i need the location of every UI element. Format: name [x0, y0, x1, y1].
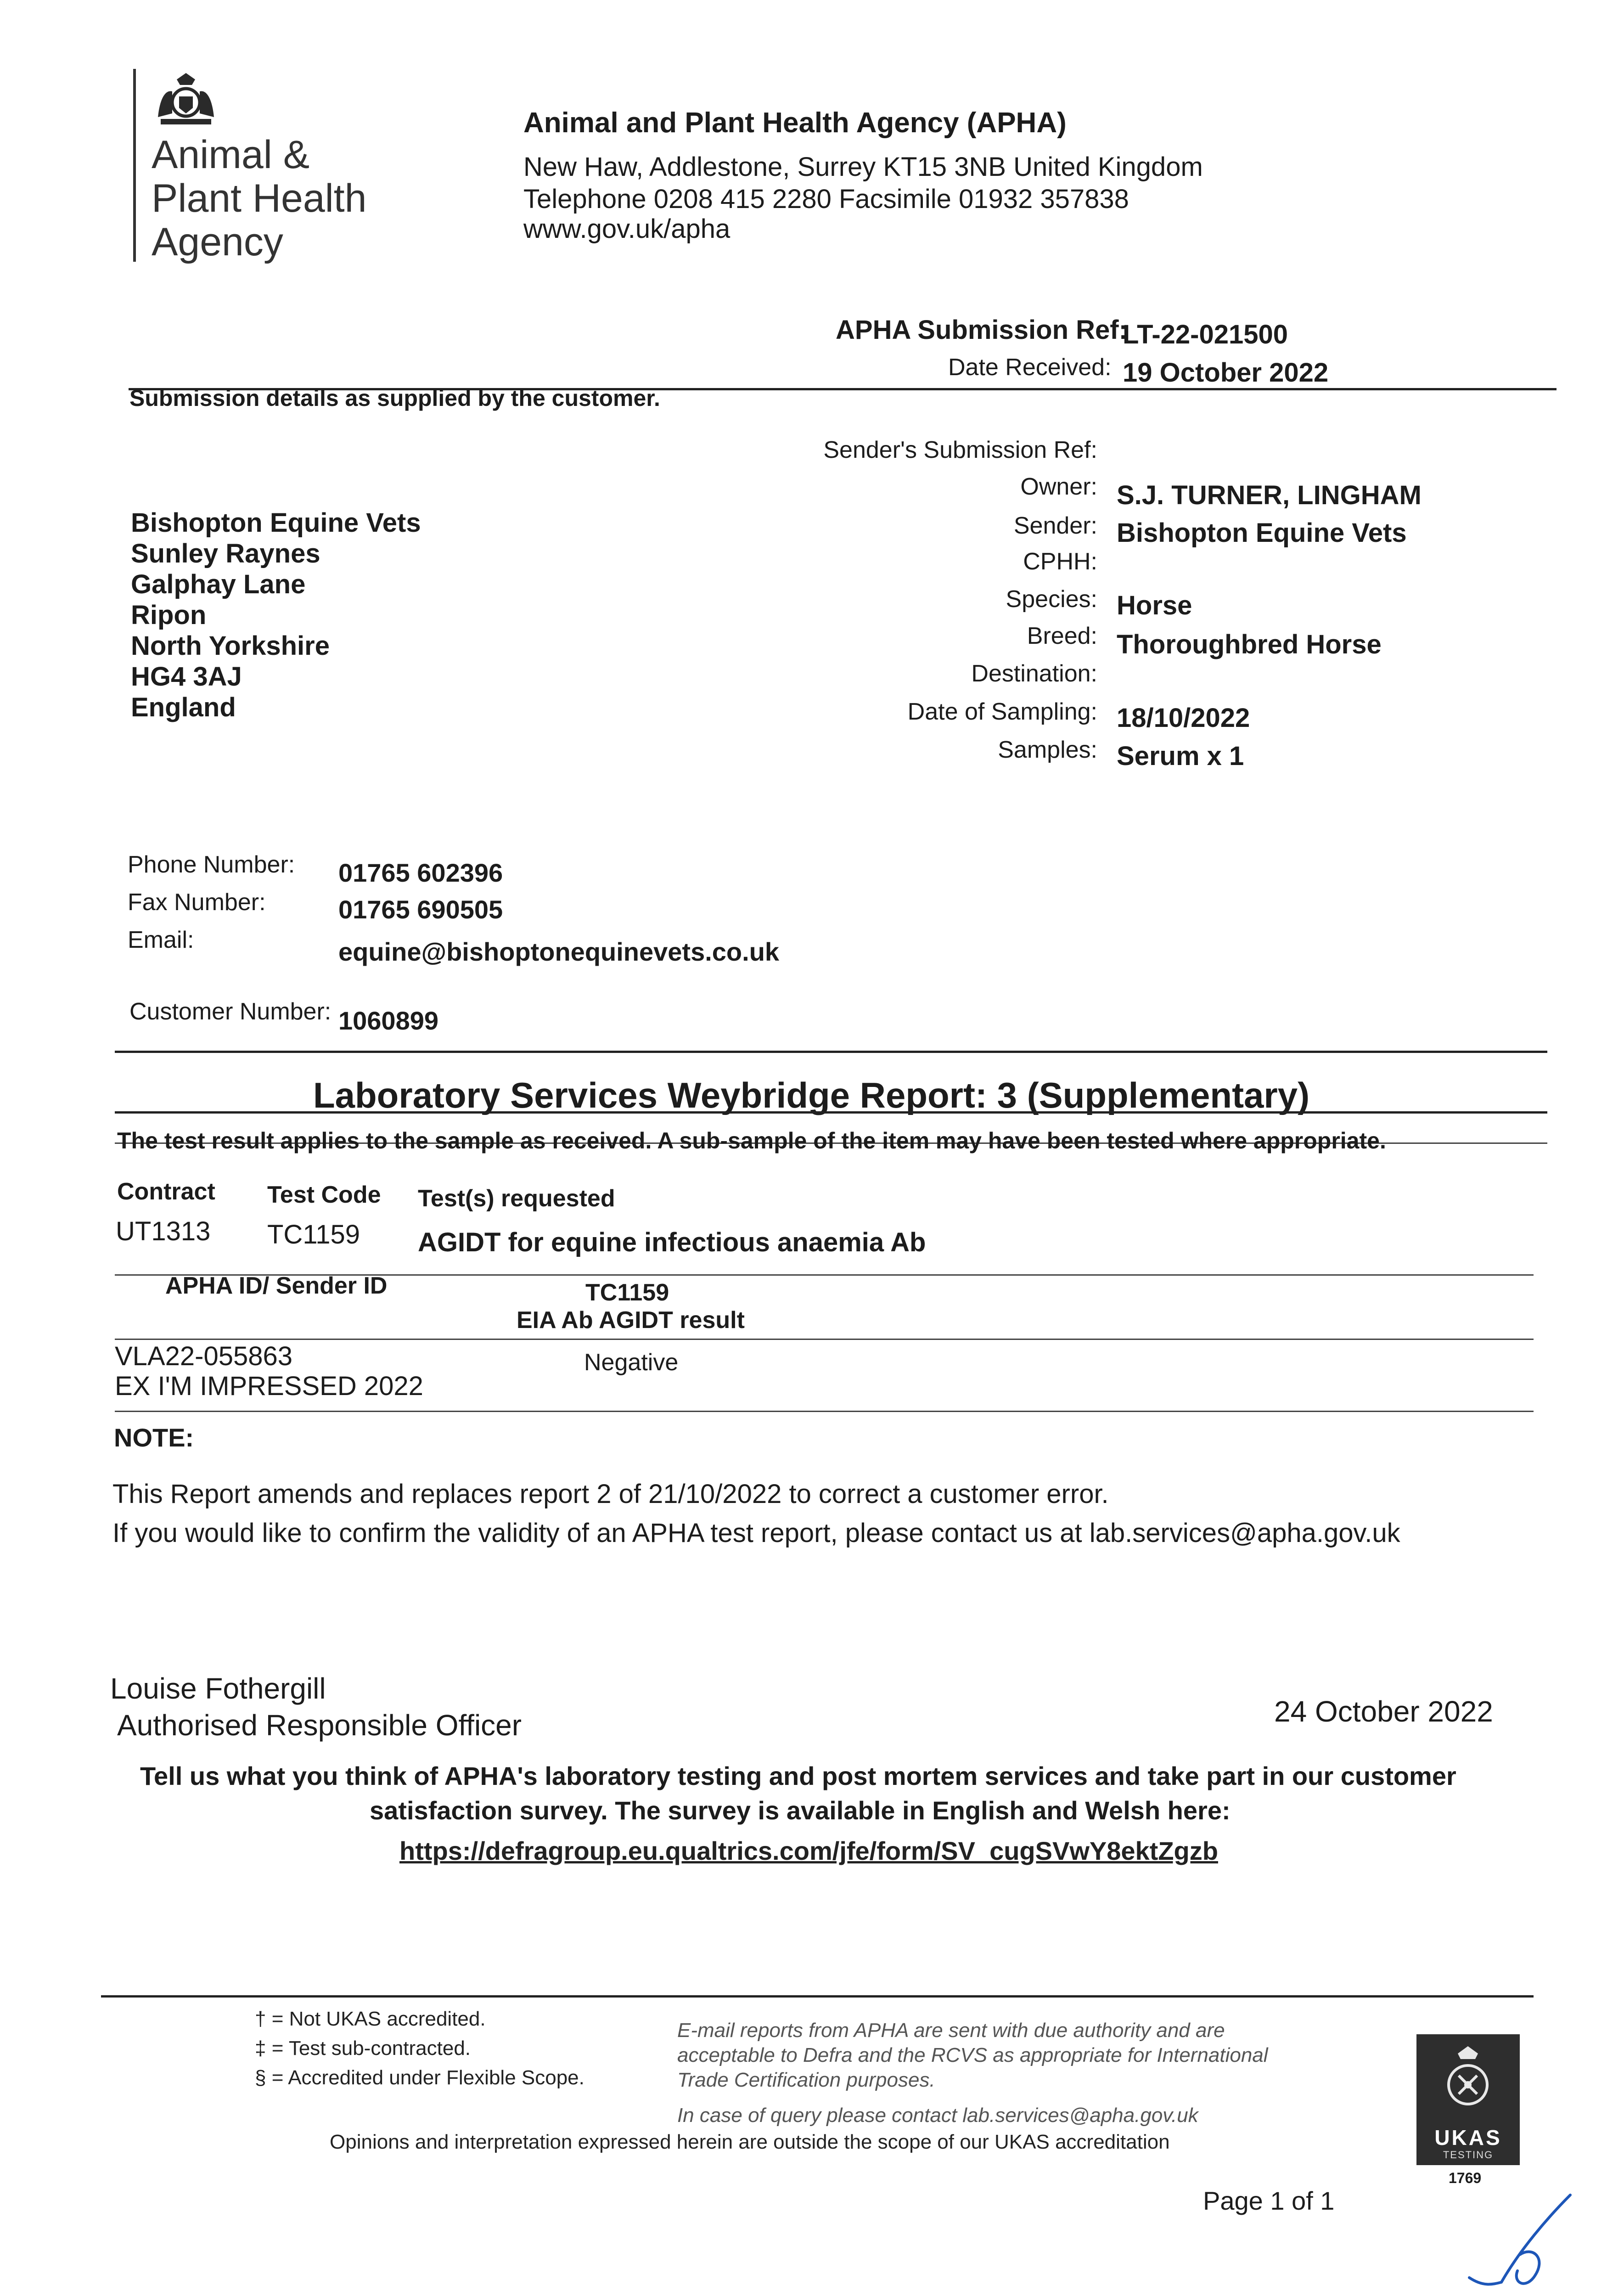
date-received-label: Date Received: — [948, 354, 1112, 381]
detail-label: Species: — [1006, 586, 1097, 613]
detail-label: Owner: — [1020, 473, 1097, 500]
survey-line: Tell us what you think of APHA's laboratory testing and post mortem services and take part in our customer — [140, 1761, 1456, 1790]
detail-value: Thoroughbred Horse — [1117, 630, 1382, 659]
signatory-role: Authorised Responsible Officer — [117, 1709, 522, 1742]
handwritten-mark-icon — [1460, 2190, 1579, 2296]
logo-bar — [133, 69, 136, 262]
detail-value: Serum x 1 — [1117, 741, 1244, 771]
signatory-name: Louise Fothergill — [110, 1672, 326, 1705]
legend-line: ‡ = Test sub-contracted. — [255, 2037, 471, 2060]
fax-value: 01765 690505 — [338, 895, 503, 924]
legend-line: § = Accredited under Flexible Scope. — [255, 2066, 584, 2089]
detail-label: Destination: — [971, 660, 1097, 687]
ukas-number: 1769 — [1449, 2170, 1482, 2186]
detail-label: Date of Sampling: — [907, 698, 1097, 725]
col-test-code: Test Code — [267, 1182, 381, 1208]
address-line: England — [131, 692, 236, 722]
address-line: North Yorkshire — [131, 631, 330, 661]
address-line: Galphay Lane — [131, 569, 306, 599]
col-contract: Contract — [117, 1178, 215, 1205]
org-name: Animal and Plant Health Agency (APHA) — [523, 107, 1067, 139]
org-phone-fax: Telephone 0208 415 2280 Facsimile 01932 357838 — [523, 184, 1129, 214]
result-header-name: EIA Ab AGIDT result — [517, 1307, 745, 1334]
result-value: Negative — [584, 1349, 679, 1376]
test-requested-value: AGIDT for equine infectious anaemia Ab — [418, 1227, 926, 1257]
divider — [115, 1051, 1547, 1053]
survey-link[interactable]: https://defragroup.eu.qualtrics.com/jfe/form/SV_cugSVwY8ektZgzb — [399, 1836, 1218, 1865]
ukas-crown-icon — [1439, 2043, 1497, 2112]
submission-ref-label: APHA Submission Ref: — [836, 315, 1128, 345]
customer-address — [131, 507, 421, 723]
logo-line: Animal & — [152, 133, 310, 177]
detail-label: Breed: — [1027, 623, 1097, 649]
col-tests-requested: Test(s) requested — [418, 1185, 615, 1212]
result-header-code: TC1159 — [585, 1279, 669, 1306]
customer-number-label: Customer Number: — [129, 998, 332, 1025]
note-line: This Report amends and replaces report 2 of 21/10/2022 to correct a customer error. — [112, 1479, 1109, 1509]
footer-opinions: Opinions and interpretation expressed herein are outside the scope of our UKAS accreditation — [330, 2131, 1170, 2153]
detail-label: Samples: — [998, 737, 1097, 763]
disclaimer-line: Trade Certification purposes. — [677, 2069, 935, 2091]
submission-ref-value: LT-22-021500 — [1123, 320, 1288, 349]
submission-note: Submission details as supplied by the customer. — [129, 385, 660, 411]
disclaimer-line: acceptable to Defra and the RCVS as appropriate for International — [677, 2044, 1268, 2066]
detail-label: Sender: — [1013, 512, 1097, 539]
detail-value: Bishopton Equine Vets — [1117, 518, 1407, 548]
divider — [115, 1411, 1534, 1412]
note-label: NOTE: — [114, 1423, 194, 1452]
detail-value: S.J. TURNER, LINGHAM — [1117, 480, 1422, 510]
detail-value: 18/10/2022 — [1117, 703, 1250, 733]
ukas-label: UKAS — [1434, 2126, 1502, 2150]
logo-line: Agency — [152, 220, 283, 264]
divider — [115, 1111, 1547, 1114]
report-applies-note: The test result applies to the sample as received. A sub-sample of the item may have been tested where appropriate. — [117, 1128, 1386, 1154]
logo-text — [152, 133, 367, 264]
divider — [115, 1339, 1534, 1340]
detail-value: Horse — [1117, 591, 1192, 620]
survey-line: satisfaction survey. The survey is available in English and Welsh here: — [370, 1796, 1231, 1825]
email-label: Email: — [128, 927, 194, 953]
apha-logo — [133, 69, 390, 271]
fax-label: Fax Number: — [128, 889, 266, 916]
phone-value: 01765 602396 — [338, 858, 503, 887]
phone-label: Phone Number: — [128, 851, 295, 878]
address-line: Bishopton Equine Vets — [131, 508, 421, 538]
id-header: APHA ID/ Sender ID — [165, 1272, 388, 1299]
royal-crest-icon — [152, 71, 220, 133]
disclaimer-line: E-mail reports from APHA are sent with due authority and are — [677, 2019, 1225, 2042]
customer-number-value: 1060899 — [338, 1006, 439, 1035]
address-line: HG4 3AJ — [131, 662, 242, 692]
org-website[interactable]: www.gov.uk/apha — [523, 214, 731, 244]
footer-query: In case of query please contact lab.services@apha.gov.uk — [677, 2104, 1198, 2127]
logo-line: Plant Health — [152, 176, 367, 220]
org-address: New Haw, Addlestone, Surrey KT15 3NB United Kingdom — [523, 152, 1203, 182]
signoff-date: 24 October 2022 — [1274, 1695, 1493, 1728]
address-line: Ripon — [131, 600, 207, 630]
footer-legend — [255, 2004, 584, 2093]
note-line: If you would like to confirm the validity of an APHA test report, please contact us at lab.services@apha.gov.uk — [112, 1518, 1400, 1548]
sender-id: EX I'M IMPRESSED 2022 — [115, 1371, 423, 1401]
divider — [101, 1995, 1534, 1998]
detail-label: Sender's Submission Ref: — [823, 437, 1097, 463]
apha-id: VLA22-055863 — [115, 1341, 292, 1371]
contract-value: UT1313 — [116, 1216, 211, 1246]
email-value[interactable]: equine@bishoptonequinevets.co.uk — [338, 937, 780, 966]
ukas-sub: TESTING — [1443, 2149, 1494, 2161]
test-code-value: TC1159 — [267, 1220, 360, 1249]
page-number: Page 1 of 1 — [1203, 2186, 1335, 2215]
address-line: Sunley Raynes — [131, 539, 320, 568]
report-title: Laboratory Services Weybridge Report: 3 (Supplementary) — [313, 1075, 1310, 1115]
footer-disclaimer — [677, 2018, 1268, 2093]
detail-label: CPHH: — [1023, 548, 1097, 575]
legend-line: † = Not UKAS accredited. — [255, 2008, 486, 2030]
ukas-badge — [1416, 2034, 1520, 2165]
date-received-value: 19 October 2022 — [1123, 358, 1329, 388]
